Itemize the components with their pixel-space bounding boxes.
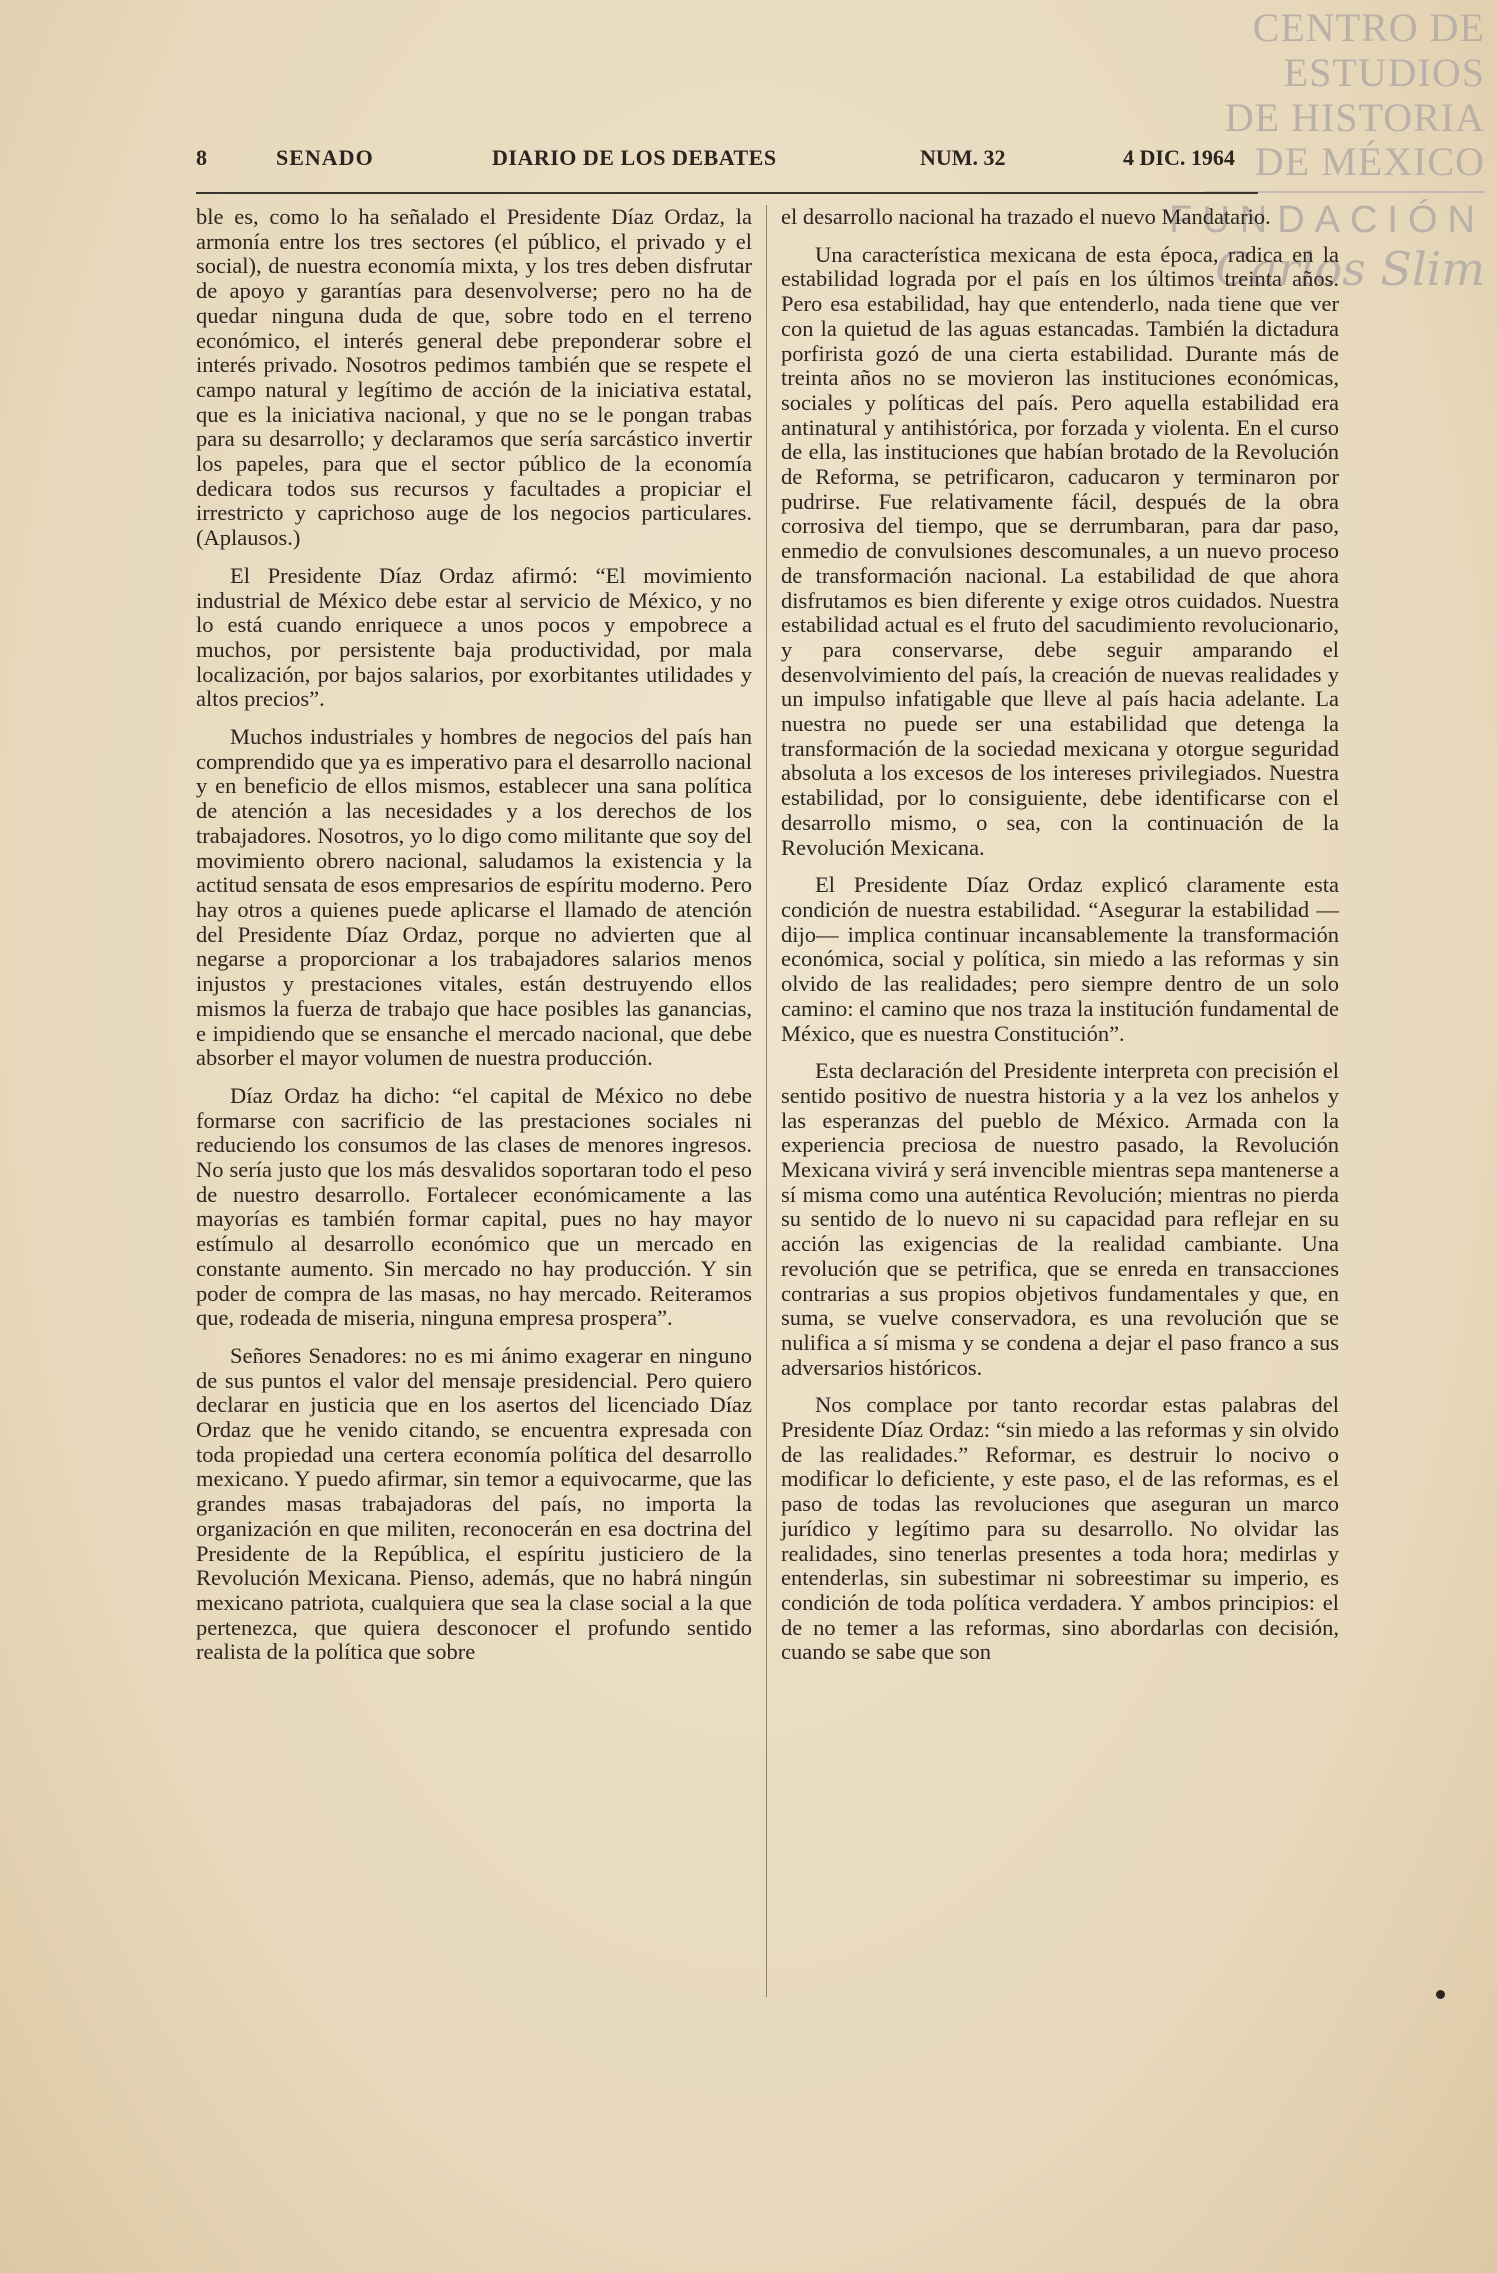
- paragraph: El Presidente Díaz Ordaz afirmó: “El movimiento industrial de México debe estar al servicio de México, y no lo está cuando enriquece a unos pocos y empobrece a muchos, por persistente baja productividad, por mala localización, por bajos salarios, por exorbitantes utilidades y altos precios”.: [196, 562, 752, 712]
- watermark-line: ESTUDIOS: [1283, 49, 1485, 95]
- paragraph: Esta declaración del Presidente interpreta con precisión el sentido positivo de nuestra historia y a la vez los anhelos y las esperanzas del pueblo de México. Armada con la experiencia preciosa de nuestro pasado, la Revolución Mexicana vivirá y será invencible mientras sepa mantenerse a sí misma como una auténtica Revolución; mientras no pierda su sentido de lo nuevo ni su capacidad para reflejar en su acción las exigencias de la realidad cambiante. Una revolución que se petrifica, que se enreda en transacciones contrarias a sus propios objetivos fundamentales y que, en suma, se vuelve conservadora, es una revolución que se nulifica a sí misma y se condena a dejar el paso franco a sus adversarios históricos.: [781, 1058, 1339, 1380]
- paragraph: Señores Senadores: no es mi ánimo exagerar en ninguno de sus puntos el valor del mensaje presidencial. Pero quiero declarar en justicia que en los asertos del licenciado Díaz Ordaz que he venido citando, se encuentra expresada con toda propiedad una certera economía política del desarrollo mexicano. Y puedo afirmar, sin temor a equivocarme, que las grandes masas trabajadoras del país, no importa la organización en que militen, reconocerán en esa doctrina del Presidente de la República, el espíritu justiciero de la Revolución Mexicana. Pienso, además, que no habrá ningún mexicano patriota, cualquiera que sea la clase social a la que pertenezca, que quiera desconocer el profundo sentido realista de la política que sobre: [196, 1342, 752, 1665]
- paragraph: el desarrollo nacional ha trazado el nuevo Mandatario.: [781, 204, 1271, 229]
- watermark-line: CENTRO DE: [1252, 5, 1485, 50]
- watermark-line: DE MÉXICO: [1254, 139, 1485, 185]
- header-rule: [196, 192, 1258, 194]
- watermark-line: DE HISTORIA: [1224, 94, 1485, 140]
- paragraph: ble es, como lo ha señalado el Presidente Díaz Ordaz, la armonía entre los tres sectores (el público, el privado y el social), de nuestra economía mixta, y los tres deben disfrutar de apoyo y garantías para desenvolverse; pero no ha de quedar ninguna duda de que, sobre todo en el terreno económico, el interés general debe preponderar sobre el interés privado. Nosotros pedimos también que se respete el campo natural y legítimo de acción de la iniciativa estatal, que es la iniciativa nacional, y que no se le pongan trabas para su desarrollo; y declaramos que sería sarcástico invertir los papeles, para que el sector público de la economía dedicara todos sus recursos y facultades a propiciar el irrestricto y caprichoso auge de los negocios particulares. (Aplausos.): [196, 204, 752, 551]
- left-column: [196, 205, 752, 1678]
- page-number: 8: [196, 145, 207, 170]
- paragraph: Muchos industriales y hombres de negocios del país han comprendido que ya es imperativo para el desarrollo nacional y en beneficio de ellos mismos, establecer una sana política de atención a las necesidades y a los derechos de los trabajadores. Nosotros, yo lo digo como militante que soy del movimiento obrero nacional, saludamos la existencia y la actitud sensata de esos empresarios de espíritu moderno. Pero hay otros a quienes puede aplicarse el llamado de atención del Presidente Díaz Ordaz, porque no advierten que al negarse a proporcionar a los trabajadores salarios menos injustos y prestaciones vitales, están destruyendo ellos mismos la fuerza de trabajo que hace posibles las ganancias, e impidiendo que se ensanche el mercado nacional, que debe absorber el mayor volumen de nuestra producción.: [196, 724, 752, 1071]
- paragraph: El Presidente Díaz Ordaz explicó claramente esta condición de nuestra estabilidad. “Asegurar la estabilidad —dijo— implica continuar incansablemente la transformación económica, social y política, sin miedo a las reformas y sin olvido de las realidades; pero siempre dentro de un solo camino: el camino que nos traza la institución fundamental de México, que es nuestra Constitución”.: [781, 872, 1339, 1046]
- paragraph: Nos complace por tanto recordar estas palabras del Presidente Díaz Ordaz: “sin miedo a las reformas y sin olvido de las realidades.” Reformar, es destruir lo nocivo o modificar lo deficiente, y este paso, el de las reformas, es el paso de todas las revoluciones que aseguran un marco jurídico y legítimo para su desarrollo. No olvidar las realidades, sino tenerlas presentes a toda hora; medirlas y entenderlas, sin subestimar ni sobreestimar su imperio, es condición de toda política verdadera. Y ambos principios: el de no temer a las reformas, sino abordarlas con decisión, cuando se sabe que son: [781, 1392, 1339, 1665]
- issue-date: 4 DIC. 1964: [1123, 145, 1235, 170]
- paragraph: Díaz Ordaz ha dicho: “el capital de México no debe formarse con sacrificio de las prestaciones sociales ni reduciendo los consumos de las clases de menores ingresos. No sería justo que los más desvalidos soportaran todo el peso de nuestro desarrollo. Fortalecer económicamente a las mayorías es también formar capital, pues no hay mayor estímulo al desarrollo económico que un mercado en constante aumento. Sin mercado no hay producción. Y sin poder de compra de las masas, no hay mercado. Reiteramos que, rodeada de miseria, ninguna empresa prospera”.: [196, 1082, 752, 1331]
- paragraph: Una característica mexicana de esta época, radica en la estabilidad lograda por el país en los últimos treinta años. Pero esa estabilidad, hay que entenderlo, nada tiene que ver con la quietud de las aguas estancadas. También la dictadura porfirista gozó de una cierta estabilidad. Durante más de treinta años no se movieron las instituciones económicas, sociales y políticas del país. Pero aquella estabilidad era antinatural y antihistórica, por forzada y violenta. En el curso de ella, las instituciones que habían brotado de la Revolución de Reforma, se petrificaron, caducaron y terminaron por pudrirse. Fue relativamente fácil, después de la obra corrosiva del tiempo, que se derrumbaran, para dar paso, enmedio de convulsiones descomunales, a un nuevo proceso de transformación nacional. La estabilidad de que ahora disfrutamos es bien diferente y exige otros cuidados. Nuestra estabilidad actual es el fruto del sacudimiento revolucionario, y para conservarse, debe seguir amparando el desenvolvimiento del país, la creación de nuevas realidades y un impulso infatigable que lleve al país hacia adelante. La nuestra no puede ser una estabilidad que detenga la transformación de la sociedad mexicana y otorgue seguridad absoluta a los excesos de los intereses privilegiados. Nuestra estabilidad, por lo consiguiente, debe identificarse con el desarrollo mismo, o sea, con la continuación de la Revolución Mexicana.: [781, 241, 1339, 860]
- watermark-foundation: FUNDACIÓN: [1169, 199, 1485, 242]
- watermark-signature: Carlos Slim: [1215, 241, 1485, 296]
- right-column: [781, 205, 1339, 1678]
- publication-title: DIARIO DE LOS DEBATES: [492, 145, 777, 170]
- header-section: SENADO: [276, 145, 374, 170]
- ink-speck: [1436, 1990, 1445, 1999]
- column-divider: [766, 205, 767, 1997]
- page-header: [196, 145, 1258, 179]
- issue-number: NUM. 32: [920, 145, 1006, 170]
